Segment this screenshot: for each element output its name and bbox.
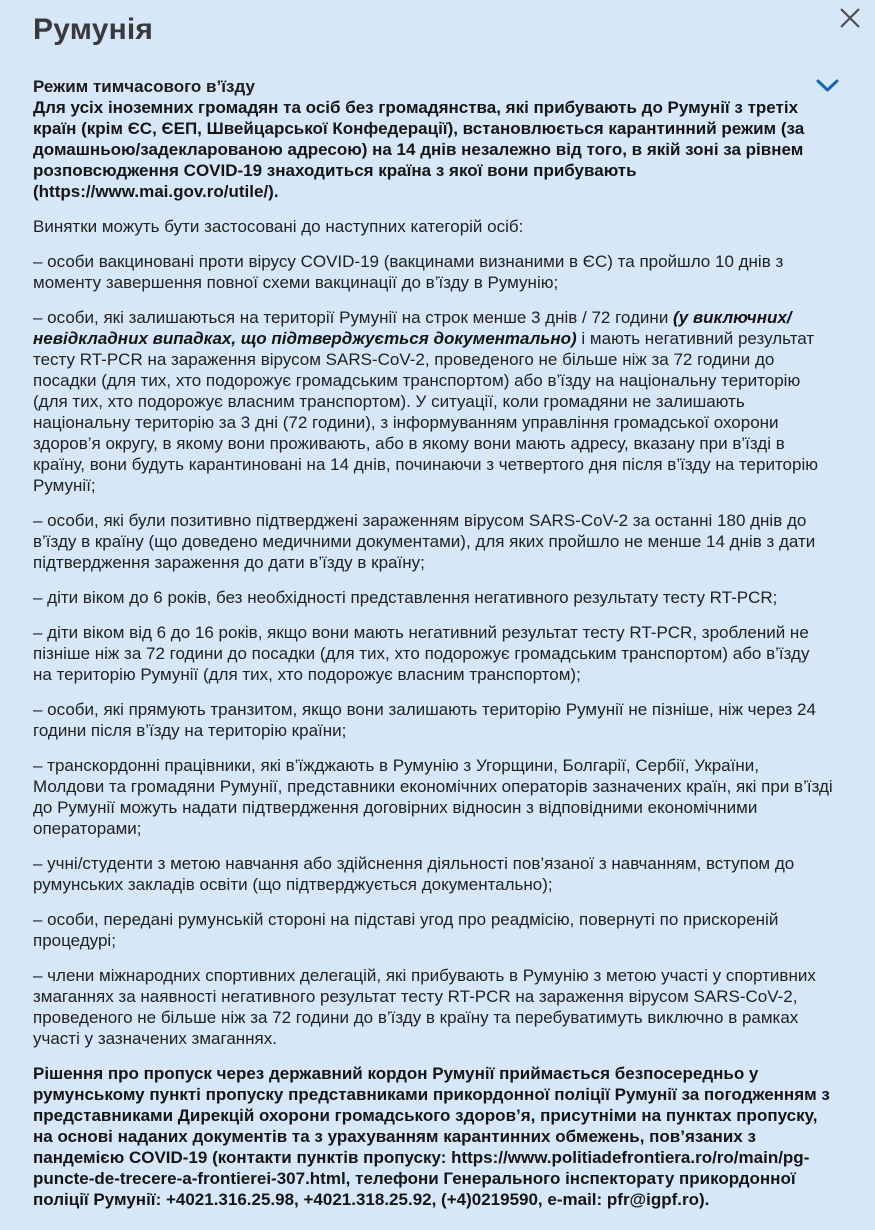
section-body [33,76,833,1210]
decision-paragraph: Рішення про пропуск через державний кордон Румунії приймається безпосередньо у румунському пункті пропуску представниками прикордонної поліції Румунії за погодженням з представниками Дирекцій охорони громадського здоров’я, присутніми на пунктах пропуску, на основі наданих документів та з урахуванням карантинних обмежень, пов’язаних з пандемією COVID-19 (контакти пунктів пропуску: https://www.politiadefrontiera.ro/ro/main/pg-puncte-de-trecere-a-frontierei-307.html, телефони Генерального інспекторату прикордонної поліції Румунії: +4021.316.25.98, +4021.318.25.92, (+4)0219590, e-mail: pfr@igpf.ro). [33,1064,830,1209]
exception-emphasis: (у виключних/ невідкладних випадках, що підтверджується документально) [33,308,792,348]
exception-item: – транскордонні працівники, які в’їжджають в Румунію з Угорщини, Болгарії, Сербії, України, Молдови та громадяни Румунії, представники економічних операторів зазначених країн, які при в’їзді до Румунії можуть надати підтвердження договірних відносин з відповідними економічними операторами; [33,756,833,838]
intro-text: Для усіх іноземних громадян та осіб без громадянства, які прибувають до Румунії з третіх країн (крім ЄС, ЄЕП, Швейцарської Конфедерації), встановлюється карантинний режим (за домашньою/задекларованою адресою) на 14 днів незалежно від того, в якій зоні за рівнем розповсюдження COVID-19 знаходиться країна з якої вони прибувають (https://www.mai.gov.ro/utile/). [33,98,805,201]
exception-item: – члени міжнародних спортивних делегацій, які прибувають в Румунію з метою участі у спортивних змаганнях за наявності негативного результат тесту RT-PCR на зараження вірусом SARS-CoV-2, проведеного не більше ніж за 72 години до в’їзду в країну та перебуватимуть виключно в рамках участі у зазначених змаганнях. [33,966,816,1048]
close-icon [837,5,863,31]
exception-text-after: і мають негативний результат тесту RT-PCR на зараження вірусом SARS-CoV-2, проведеного не більше ніж за 72 години до посадки (для тих, хто подорожує громадським транспортом) або в’їзду на національну територію (для тих, хто подорожує власним транспортом). У ситуації, коли громадяни не залишають національну територію за 3 дні (72 години), з інформуванням управління громадської охорони здоров’я округу, в якому вони проживають, або в якому вони мають адресу, вказану при в’їзді в країну, вони будуть карантиновані на 14 днів, починаючи з четвертого дня після в’їзду на територію Румунії; [33,329,818,495]
exception-item [33,307,833,496]
exception-item: – учні/студенти з метою навчання або здійснення діяльності пов’язаної з навчанням, вступом до румунських закладів освіти (що підтверджується документально); [33,854,795,894]
exception-text-before: – особи, які залишаються на території Румунії на строк менше 3 днів / 72 години [33,308,674,327]
exception-item: – особи, які були позитивно підтверджені зараженням вірусом SARS-CoV-2 за останні 180 днів до в’їзду в країну (що доведено медичними документами), для яких пройшло не менше 14 днів з дати підтвердження зараження до дати в’їзду в країну; [33,511,816,572]
exception-item: – діти віком до 6 років, без необхідності представлення негативного результату тесту RT-PCR; [33,588,778,607]
page-title: Румунія [33,13,154,46]
section-heading: Режим тимчасового в’їзду [33,77,255,96]
exception-item: – особи, передані румунській стороні на підставі угод про реадмісію, повернуті по прискореній процедурі; [33,910,779,950]
collapse-section-toggle[interactable] [816,79,839,93]
close-button[interactable] [837,5,863,31]
chevron-down-icon [816,79,839,93]
exception-item: – особи, які прямують транзитом, якщо вони залишають територію Румунії не пізніше, ніж через 24 години після в’їзду на територію країни; [33,700,816,740]
exceptions-lead: Винятки можуть бути застосовані до наступних категорій осіб: [33,217,524,236]
intro-paragraph [33,76,833,202]
exception-item: – особи вакциновані проти вірусу COVID-19 (вакцинами визнаними в ЄС) та пройшло 10 днів з моменту завершення повної схеми вакцинації до в’їзду в Румунію; [33,252,784,292]
exception-item: – діти віком від 6 до 16 років, якщо вони мають негативний результат тесту RT-PCR, зроблений не пізніше ніж за 72 години до посадки (для тих, хто подорожує громадським транспортом) або в’їзду на територію Румунії (для тих, хто подорожує власним транспортом); [33,623,810,684]
